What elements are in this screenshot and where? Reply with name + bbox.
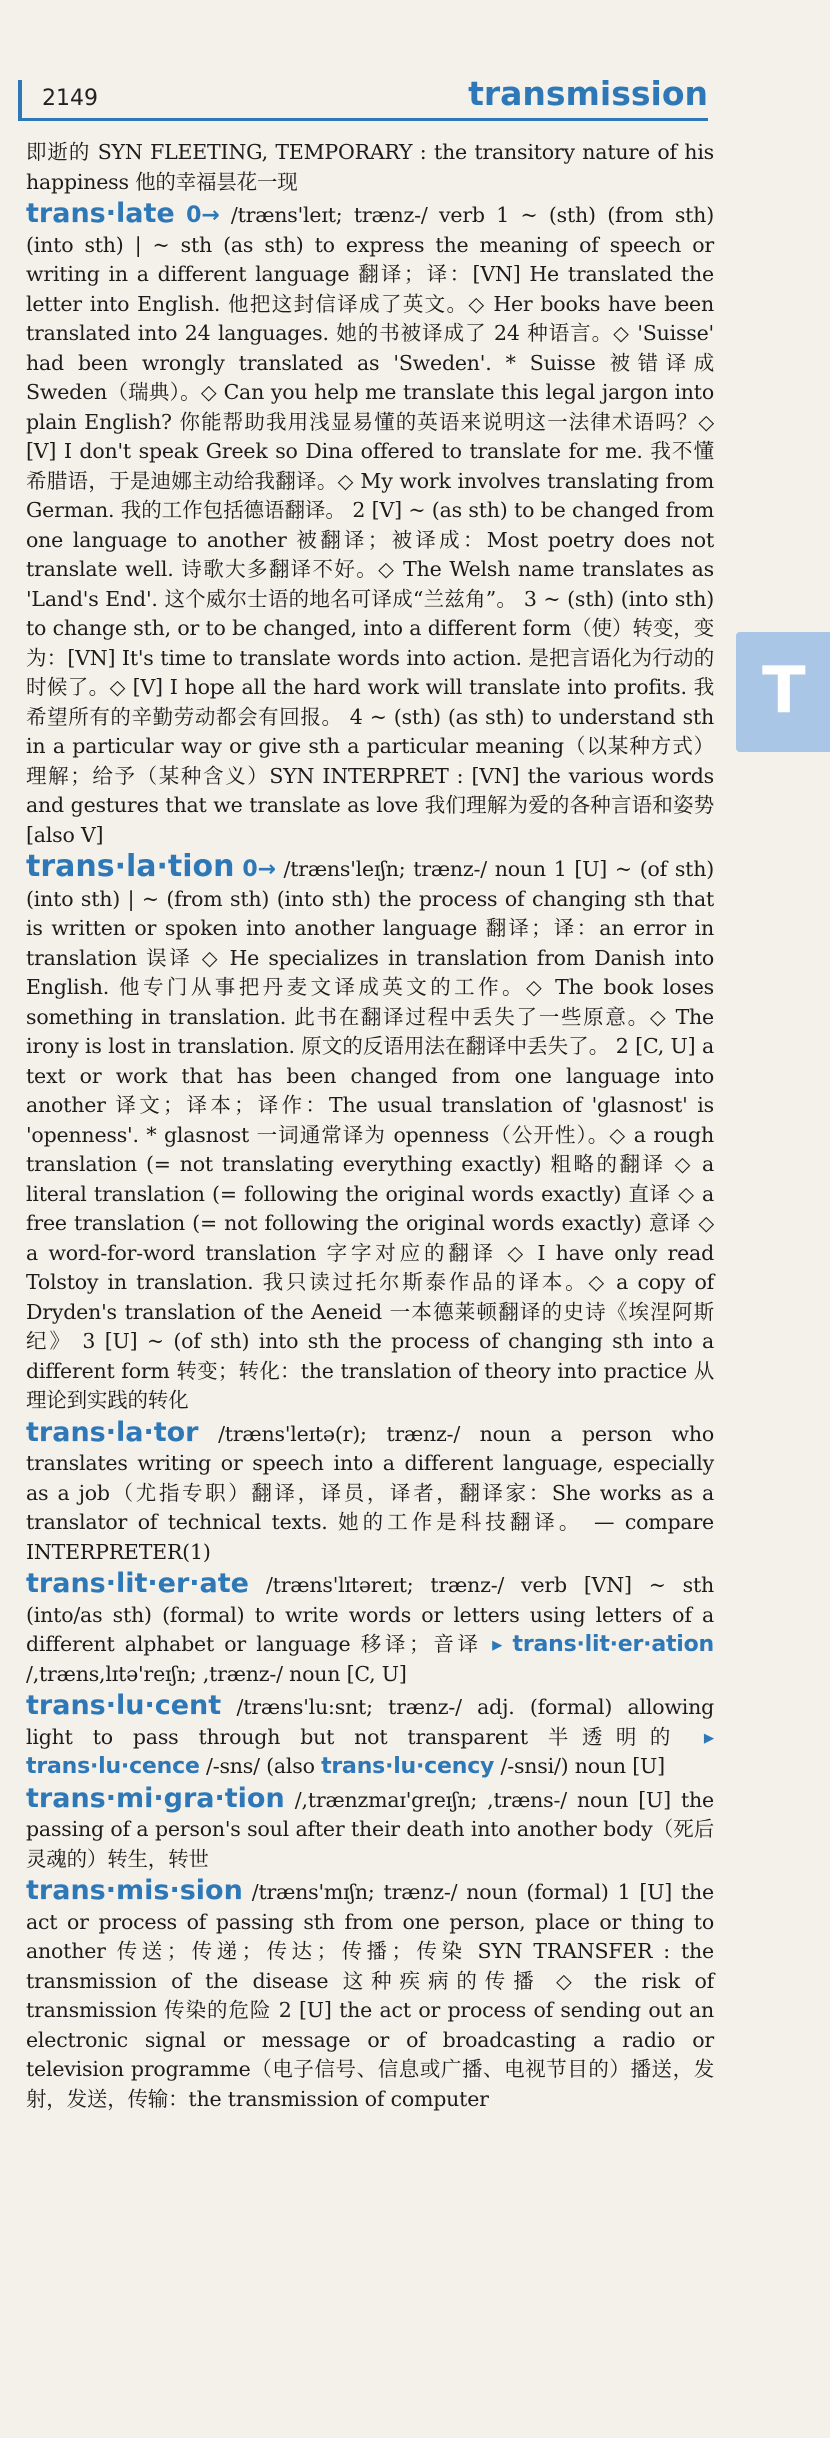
- page-header: [18, 70, 708, 126]
- headword: trans·la·tion: [26, 849, 235, 884]
- entry-continuation: [26, 138, 714, 197]
- entry-transliterate: [26, 1569, 714, 1689]
- headword: trans·lu·cent: [26, 1690, 222, 1721]
- thumb-index-tab: [736, 632, 830, 752]
- entry-text: /træns'leɪt; trænz-/ verb 1 ~ (sth) (from sth) (into sth) | ~ sth (as sth) to express the meaning of speech or writing in a different language 翻译；译：[VN] He translated the letter into English. 他把这封信译成了英文。◇ Her books have been translated into 24 languages. 她的书被译成了 24 种语言。◇ 'Suisse' had been wrongly translated as 'Sweden'. * Suisse 被错译成 Sweden（瑞典）。◇ Can you help me translate this legal jargon into plain English? 你能帮助我用浅显易懂的英语来说明这一法律术语吗？◇ [V] I don't speak Greek so Dina offered to translate for me. 我不懂希腊语，于是迪娜主动给我翻译。◇ My work involves translating from German. 我的工作包括德语翻译。 2 [V] ~ (as sth) to be changed from one language to another 被翻译；被译成：Most poetry does not translate well. 诗歌大多翻译不好。◇ The Welsh name translates as 'Land's End'. 这个威尔士语的地名可译成“兰兹角”。 3 ~ (sth) (into sth) to change sth, or to be changed, into a different form（使）转变，变为：[VN] It's time to translate words into action. 是把言语化为行动的时候了。◇ [V] I hope all the hard work will translate into profits. 我希望所有的辛勤劳动都会有回报。 4 ~ (sth) (as sth) to understand sth in a particular way or give sth a particular meaning（以某种方式）理解；给予（某种含义）SYN INTERPRET : [VN] the various words and gestures that we translate as love 我们理解为爱的各种言语和姿势 [also V]: [26, 203, 714, 847]
- entry-text: /træns'mɪʃn; trænz-/ noun (formal) 1 [U] the act or process of passing sth from one person, place or thing to another 传送；传递；传达；传播；传染 SYN TRANSFER : the transmission of the disease 这种疾病的传播 ◇ the risk of transmission 传染的危险 2 [U] the act or process of sending out an electronic signal or message or of broadcasting a radio or television programme（电子信号、信息或广播、电视节目的）播送，发射，发送，传输：the transmission of computer: [26, 1880, 714, 2111]
- entry-text: /træns'lu:snt; trænz-/ adj. (formal) allowing light to pass through but not transparent 半透明的: [26, 1695, 714, 1749]
- headword: trans·la·tor: [26, 1416, 199, 1448]
- entry-translate: [26, 199, 714, 850]
- entry-text: /træns'lɪtəreɪt; trænz-/ verb [VN] ~ sth (into/as sth) (formal) to write words or letters using letters of a different alphabet or language 移译；音译: [26, 1573, 714, 1656]
- entry-text: /træns'leɪtə(r); trænz-/ noun a person who translates writing or speech into a different language, especially as a job（尤指专职）翻译，译员，译者，翻译家：She works as a translator of technical texts. 她的工作是科技翻译。 — compare INTERPRETER(1): [26, 1421, 714, 1564]
- headword: trans·lit·er·ate: [26, 1568, 249, 1599]
- derivative-2: trans·lu·cency: [321, 1754, 495, 1779]
- key-icon: 0→: [242, 857, 276, 882]
- entry-translucent: [26, 1691, 714, 1782]
- arrow-icon: ▸: [492, 1632, 503, 1656]
- derivative: trans·lit·er·ation: [512, 1632, 715, 1657]
- headword: trans·mis·sion: [26, 1875, 243, 1906]
- derivative-2-text: /-snsi/) noun [U]: [500, 1754, 665, 1778]
- entry-text: /træns'leɪʃn; trænz-/ noun 1 [U] ~ (of sth) (into sth) | ~ (from sth) (into sth) the process of changing sth that is written or spoken into another language 翻译；译：an error in translation 误译 ◇ He specializes in translation from Danish into English. 他专门从事把丹麦文译成英文的工作。◇ The book loses something in translation. 此书在翻译过程中丢失了一些原意。◇ The irony is lost in translation. 原文的反语用法在翻译中丢失了。 2 [C, U] a text or work that has been changed from one language into another 译文；译本；译作：The usual translation of 'glasnost' is 'openness'. * glasnost 一词通常译为 openness（公开性）。◇ a rough translation (= not translating everything exactly) 粗略的翻译 ◇ a literal translation (= following the original words exactly) 直译 ◇ a free translation (= not following the original words exactly) 意译 ◇ a word-for-word translation 字字对应的翻译 ◇ I have only read Tolstoy in translation. 我只读过托尔斯泰作品的译本。◇ a copy of Dryden's translation of the Aeneid 一本德莱顿翻译的史诗《埃涅阿斯纪》 3 [U] ~ (of sth) into sth the process of changing sth into a different form 转变；转化：the translation of theory into practice 从理论到实践的转化: [26, 857, 714, 1412]
- entries-column: [26, 138, 714, 2116]
- headword: trans·mi·gra·tion: [26, 1782, 285, 1814]
- page-number: 2149: [42, 86, 98, 111]
- entry-transmigration: [26, 1784, 714, 1875]
- entry-text: 即逝的 SYN FLEETING, TEMPORARY : the transitory nature of his happiness 他的幸福昙花一现: [26, 140, 714, 194]
- header-rule: [18, 118, 708, 121]
- entry-translator: [26, 1418, 714, 1568]
- derivative-text: /,træns,lɪtə'reɪʃn; ,trænz-/ noun [C, U]: [26, 1661, 407, 1686]
- thumb-tab-letter: T: [762, 654, 806, 728]
- headword: trans·late: [26, 198, 175, 229]
- header-rule-left: [18, 80, 22, 118]
- derivative-text: /-sns/ (also: [206, 1754, 315, 1778]
- entry-transmission: [26, 1876, 714, 2114]
- arrow-icon: ▸: [703, 1724, 714, 1749]
- derivative: trans·lu·cence: [26, 1754, 200, 1779]
- key-icon: 0→: [186, 203, 220, 228]
- guide-word: transmission: [468, 74, 708, 113]
- entry-text: /,trænzmaɪ'greɪʃn; ,træns-/ noun [U] the passing of a person's soul after their death into another body（死后灵魂的）转生，转世: [26, 1787, 714, 1871]
- entry-translation: [26, 849, 714, 1416]
